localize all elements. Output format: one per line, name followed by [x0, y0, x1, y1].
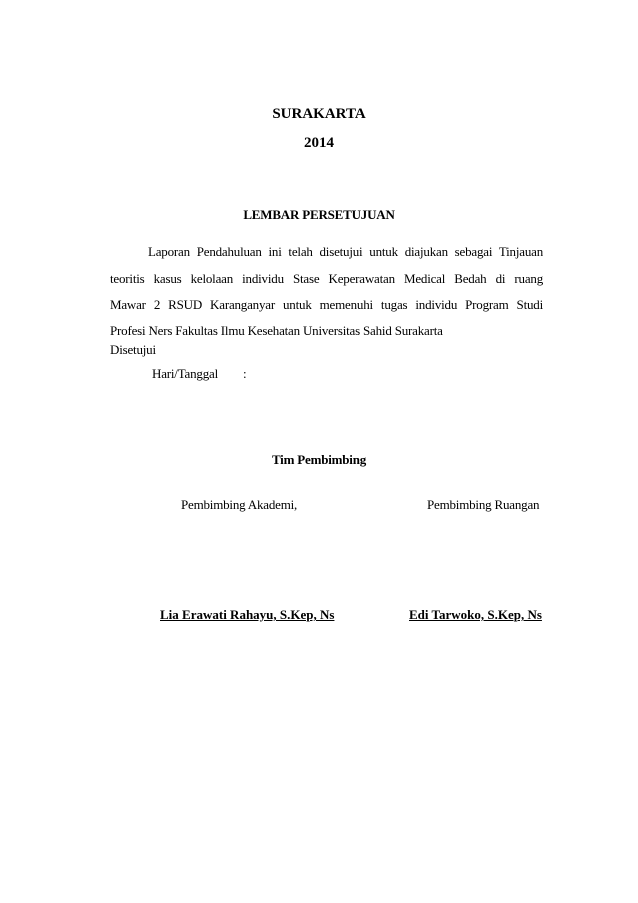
approval-heading: LEMBAR PERSETUJUAN: [243, 207, 395, 222]
team-heading: Tim Pembimbing: [271, 452, 367, 467]
city-heading: SURAKARTA: [272, 106, 366, 122]
paragraph-line-2: teoritis kasus kelolaan individu Stase Keperawatan Medical Bedah di ruang: [110, 271, 543, 286]
paragraph-line-1: Laporan Pendahuluan ini telah disetujui untuk diajukan sebagai Tinjauan: [148, 244, 543, 259]
academic-supervisor-name: Lia Erawati Rahayu, S.Kep, Ns: [160, 607, 335, 622]
date-label: Hari/Tanggal: [152, 366, 218, 381]
approved-label: Disetujui: [110, 342, 156, 357]
paragraph-line-4: Profesi Ners Fakultas Ilmu Kesehatan Universitas Sahid Surakarta: [110, 323, 443, 338]
paragraph-line-3: Mawar 2 RSUD Karanganyar untuk memenuhi tugas individu Program Studi: [110, 297, 543, 312]
ward-supervisor-name: Edi Tarwoko, S.Kep, Ns: [409, 607, 542, 622]
ward-supervisor-role: Pembimbing Ruangan: [427, 497, 540, 512]
academic-supervisor-role: Pembimbing Akademi,: [181, 497, 298, 512]
year-heading: 2014: [304, 135, 334, 151]
date-colon: :: [243, 366, 247, 381]
